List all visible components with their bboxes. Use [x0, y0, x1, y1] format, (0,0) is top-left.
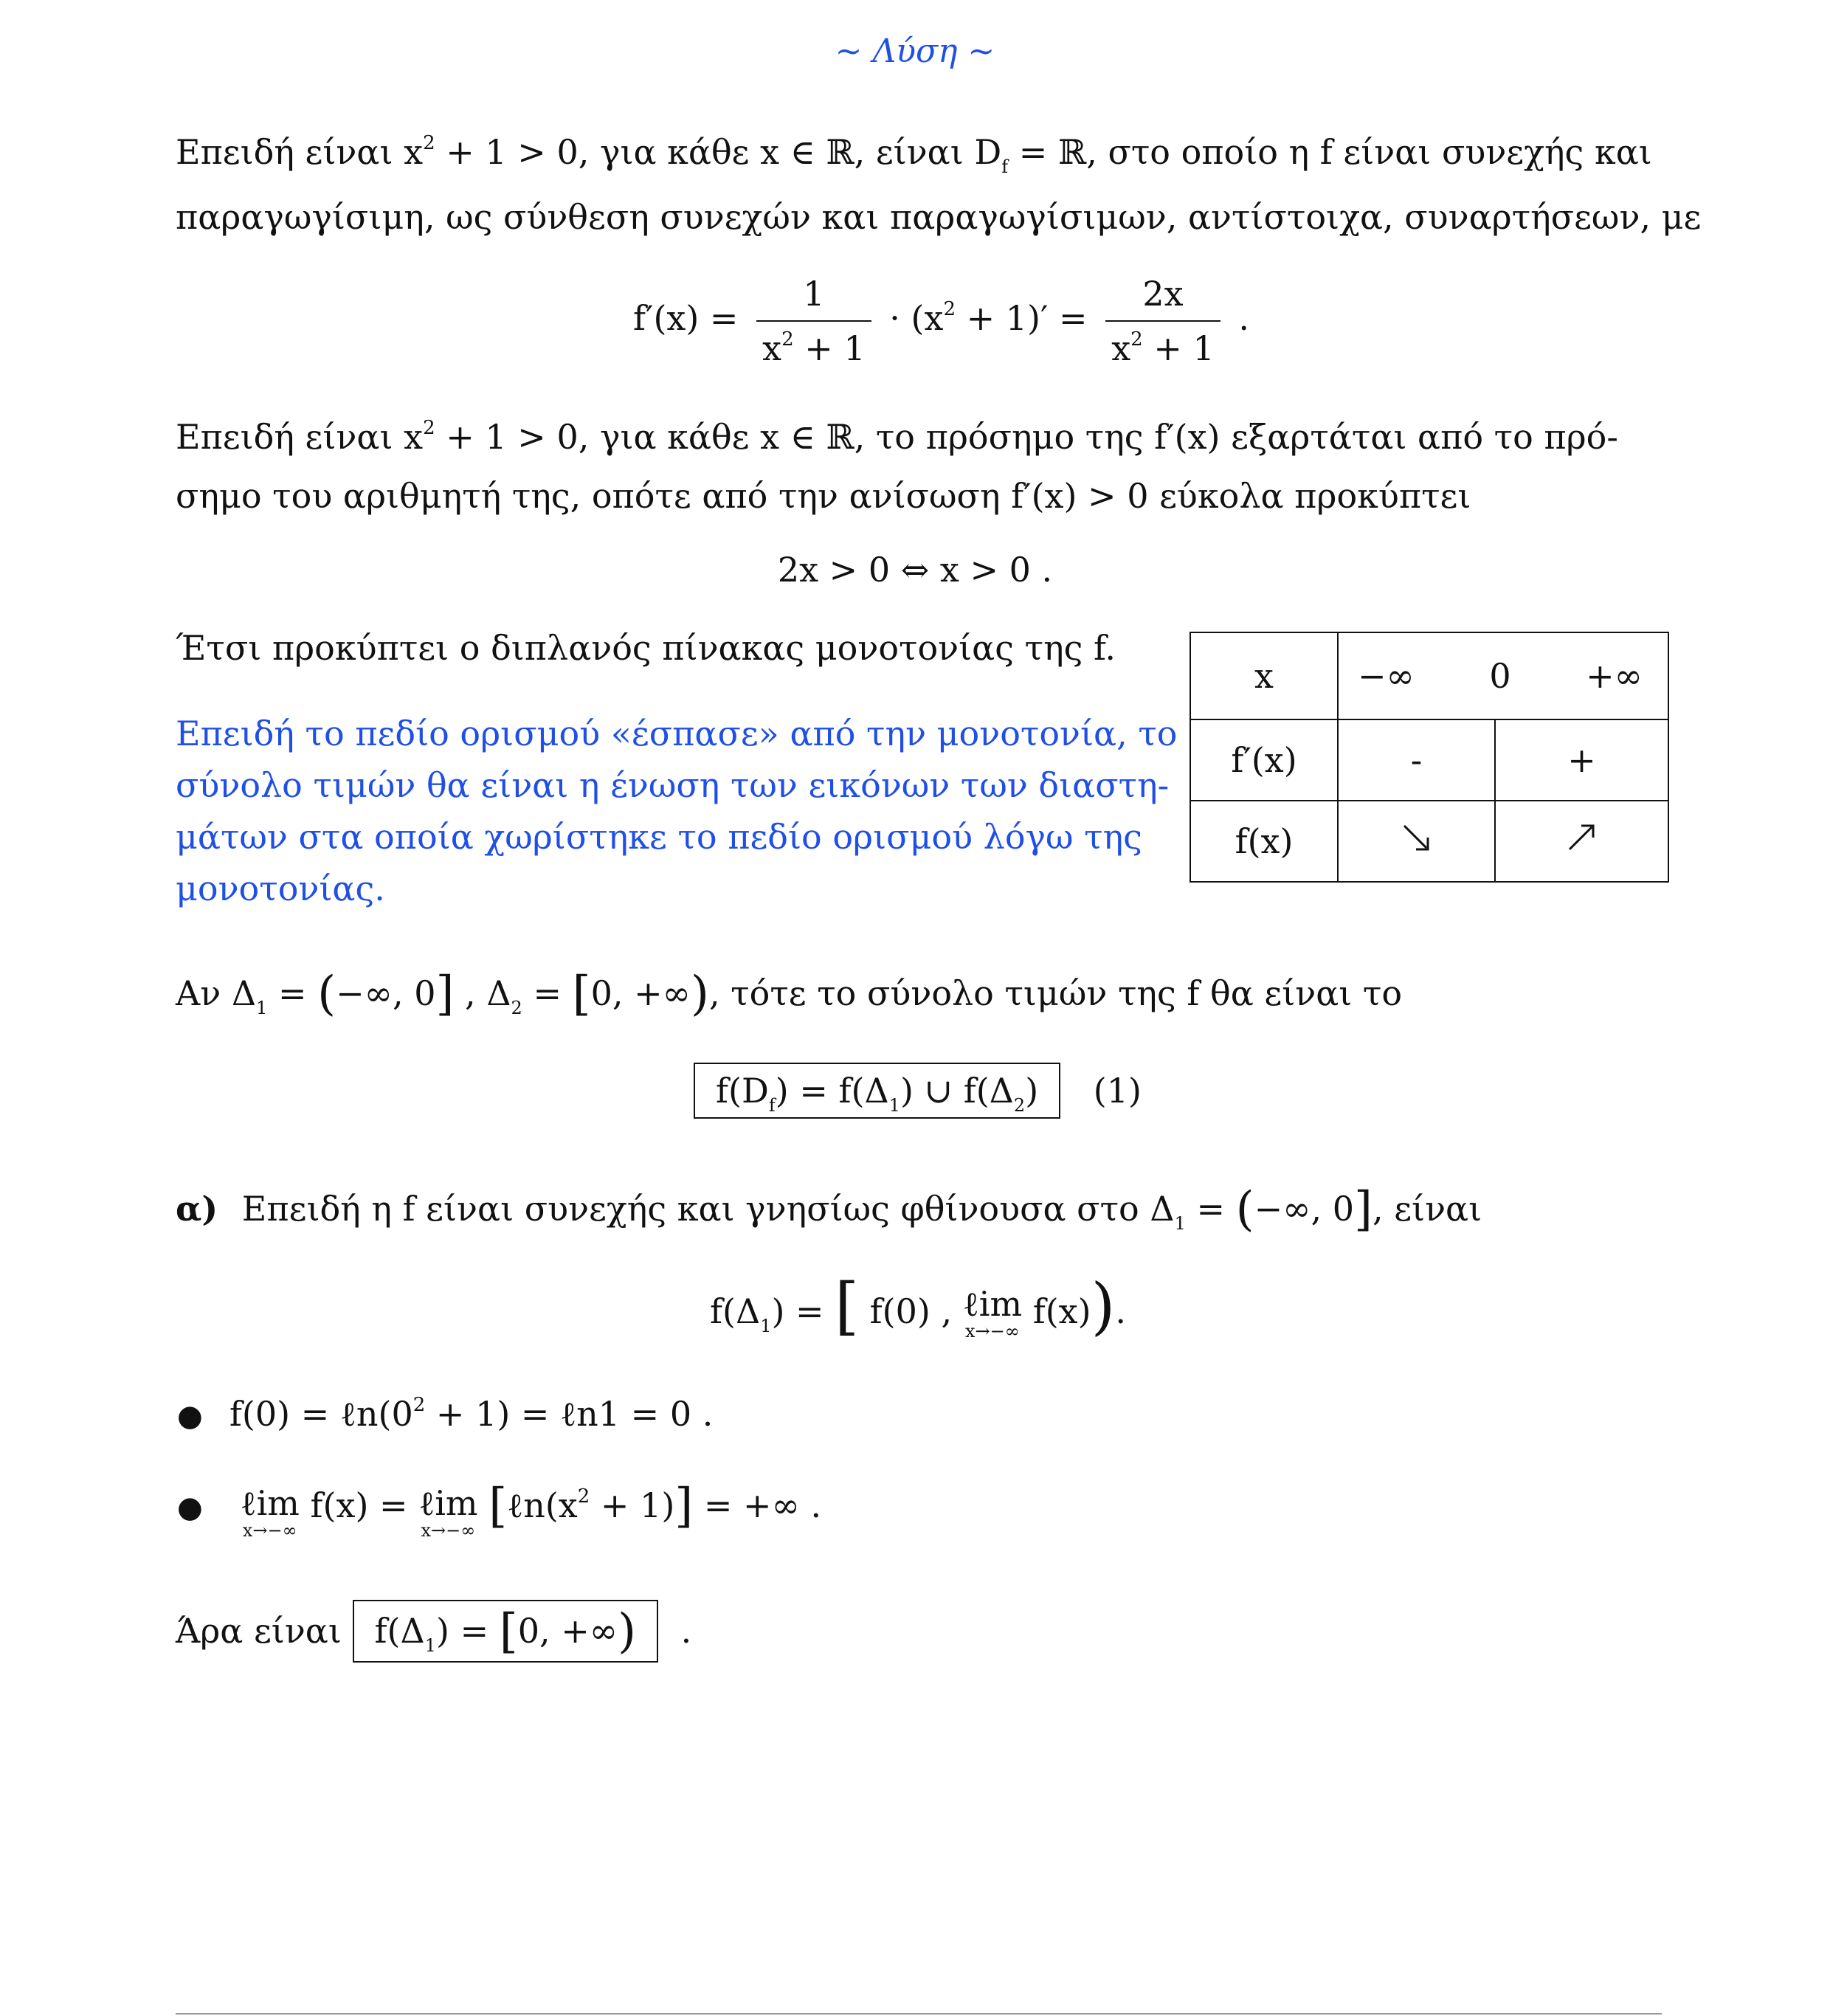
- text-span: Επειδή είναι: [176, 132, 404, 172]
- math-x-in-R: x ∈ ℝ: [760, 132, 854, 172]
- text-span: , στο οποίο η f είναι συνεχής και: [1086, 132, 1652, 172]
- formula-lhs: $f(\Delta_1)$ =: [710, 1291, 824, 1336]
- bullet-dot: ●: [177, 1491, 203, 1525]
- bullet-1: [177, 1392, 713, 1438]
- f-of-zero: f(0): [869, 1291, 930, 1331]
- solution-title: ~ Λύση ~: [835, 32, 995, 70]
- paragraph-4: [176, 967, 1403, 1021]
- text-span: , για κάθε: [578, 417, 761, 457]
- text-span: ,: [454, 973, 487, 1013]
- part-alpha-line: [176, 1182, 1482, 1237]
- monotonicity-increasing: [1495, 801, 1668, 882]
- footer-divider: [176, 2013, 1662, 2015]
- bullet-1-formula: $f(0) = \ell n(0^2 + 1)$ = ℓn1 = 0 .: [229, 1394, 714, 1434]
- paragraph-2-line-1: [176, 415, 1618, 459]
- bullet-2-middle: f(x) =: [310, 1485, 408, 1525]
- derivative-lhs: f′(x) =: [633, 298, 739, 338]
- math-delta1: $\Delta_1$ = (−∞, 0]: [231, 967, 455, 1021]
- table-row-derivative: [1190, 719, 1668, 801]
- text-span: , είναι: [1372, 1189, 1482, 1229]
- equation-tag: (1): [1093, 1071, 1142, 1111]
- equation-1: [694, 1063, 1142, 1119]
- zero-label: 0: [1489, 656, 1511, 696]
- paragraph-1-line-1: [176, 130, 1652, 177]
- math-x2-plus-1-positive: $x^2 + 1 > 0$: [404, 132, 579, 172]
- text-span: Επειδή η f είναι συνεχής και γνησίως φθίνουσα στο: [241, 1189, 1150, 1229]
- derivative-end: .: [1238, 298, 1250, 338]
- monotonicity-table: [1190, 632, 1669, 883]
- bullet-2: ● ℓim x→−∞ f(x) = ℓim x→−∞ $[\ell n(x^2 + 1)]$ = +∞ .: [177, 1479, 822, 1541]
- boxed-result: $f(\Delta_1) = [0$, +∞): [353, 1600, 659, 1663]
- fraction-2: $\frac{2x}{x^2 + 1}$: [1105, 272, 1220, 370]
- table-row-x: [1190, 632, 1668, 719]
- conclusion-end: .: [680, 1611, 692, 1651]
- text-span: Επειδή είναι: [176, 417, 404, 457]
- bullet-2-end: = +∞ .: [703, 1485, 822, 1525]
- table-label-function: f(x): [1190, 801, 1338, 882]
- math-domain: $D_f$ = ℝ: [974, 132, 1087, 177]
- limit-operator: ℓim x→−∞: [418, 1483, 478, 1541]
- table-header-points: [1338, 632, 1668, 719]
- bullet-2-inner: $\ell n(x^2 + 1)$: [507, 1485, 675, 1525]
- limit-operator: ℓim x→−∞: [240, 1483, 300, 1541]
- table-header-x: x: [1190, 632, 1338, 719]
- math-x-in-R: x ∈ ℝ: [760, 417, 854, 457]
- bullet-dot: ●: [177, 1399, 203, 1433]
- note-line-2: σύνολο τιμών θα είναι η ένωση των εικόνων των διαστη-: [176, 765, 1170, 805]
- boxed-union-formula: $f(D_f) = f(\Delta_1)$ ∪ $f(\Delta_2)$: [694, 1063, 1060, 1119]
- table-row-function: [1190, 801, 1668, 882]
- note-line-3: μάτων στα οποία χωρίστηκε το πεδίο ορισμού λόγω της: [176, 817, 1142, 857]
- paragraph-3: Έτσι προκύπτει ο διπλανός πίνακας μονοτονίας της f.: [176, 628, 1116, 668]
- text-span: , είναι: [854, 132, 975, 172]
- text-span: , το πρόσημο της f′(x) εξαρτάται από το πρό-: [854, 417, 1618, 457]
- text-span: , τότε το σύνολο τιμών της f θα είναι το: [708, 973, 1403, 1013]
- derivative-formula: [633, 272, 1249, 370]
- fraction-1: $\frac{1}{x^2 + 1}$: [756, 272, 871, 370]
- f-of-x: f(x): [1032, 1291, 1091, 1331]
- text-span: , για κάθε: [578, 132, 761, 172]
- paragraph-2-line-2: σημο του αριθμητή της, οπότε από την ανίσωση f′(x) > 0 εύκολα προκύπτει: [176, 476, 1471, 516]
- note-line-4: μονοτονίας.: [176, 869, 385, 908]
- separator: ,: [941, 1291, 953, 1331]
- derivative-middle: · $(x^2 + 1)'$ =: [889, 298, 1088, 338]
- conclusion-prefix: Άρα είναι: [176, 1611, 353, 1651]
- math-delta2: $\Delta_2 = [0$, +∞): [486, 967, 709, 1021]
- formula-end: .: [1115, 1291, 1126, 1331]
- limit-operator: ℓim x→−∞: [962, 1284, 1023, 1342]
- table-label-derivative: f′(x): [1190, 719, 1338, 801]
- sign-negative: -: [1338, 719, 1495, 801]
- image-delta1-formula: $f(\Delta_1)$ = [ f(0) , ℓim x→−∞ f(x)).: [710, 1270, 1126, 1342]
- conclusion: [176, 1600, 691, 1663]
- inequality-equation: 2x > 0 ⇔ x > 0 .: [777, 550, 1053, 590]
- math-x2-plus-1-positive: $x^2 + 1 > 0$: [404, 417, 579, 457]
- paragraph-1-line-2: παραγωγίσιμη, ως σύνθεση συνεχών και παραγωγίσιμων, αντίστοιχα, συναρτήσεων, με: [176, 197, 1702, 237]
- math-delta1: $\Delta_1$ = (−∞, 0]: [1150, 1182, 1372, 1237]
- neg-infinity-label: −∞: [1358, 656, 1415, 696]
- pos-infinity-label: +∞: [1586, 656, 1643, 696]
- part-alpha-label: α): [176, 1189, 218, 1229]
- sign-positive: +: [1495, 719, 1668, 801]
- monotonicity-decreasing: [1338, 801, 1495, 882]
- text-span: Αν: [176, 973, 232, 1013]
- arrow-up-right-icon: [1565, 821, 1598, 854]
- note-line-1: Επειδή το πεδίο ορισμού «έσπασε» από την μονοτονία, το: [176, 714, 1178, 753]
- arrow-down-right-icon: [1400, 821, 1432, 854]
